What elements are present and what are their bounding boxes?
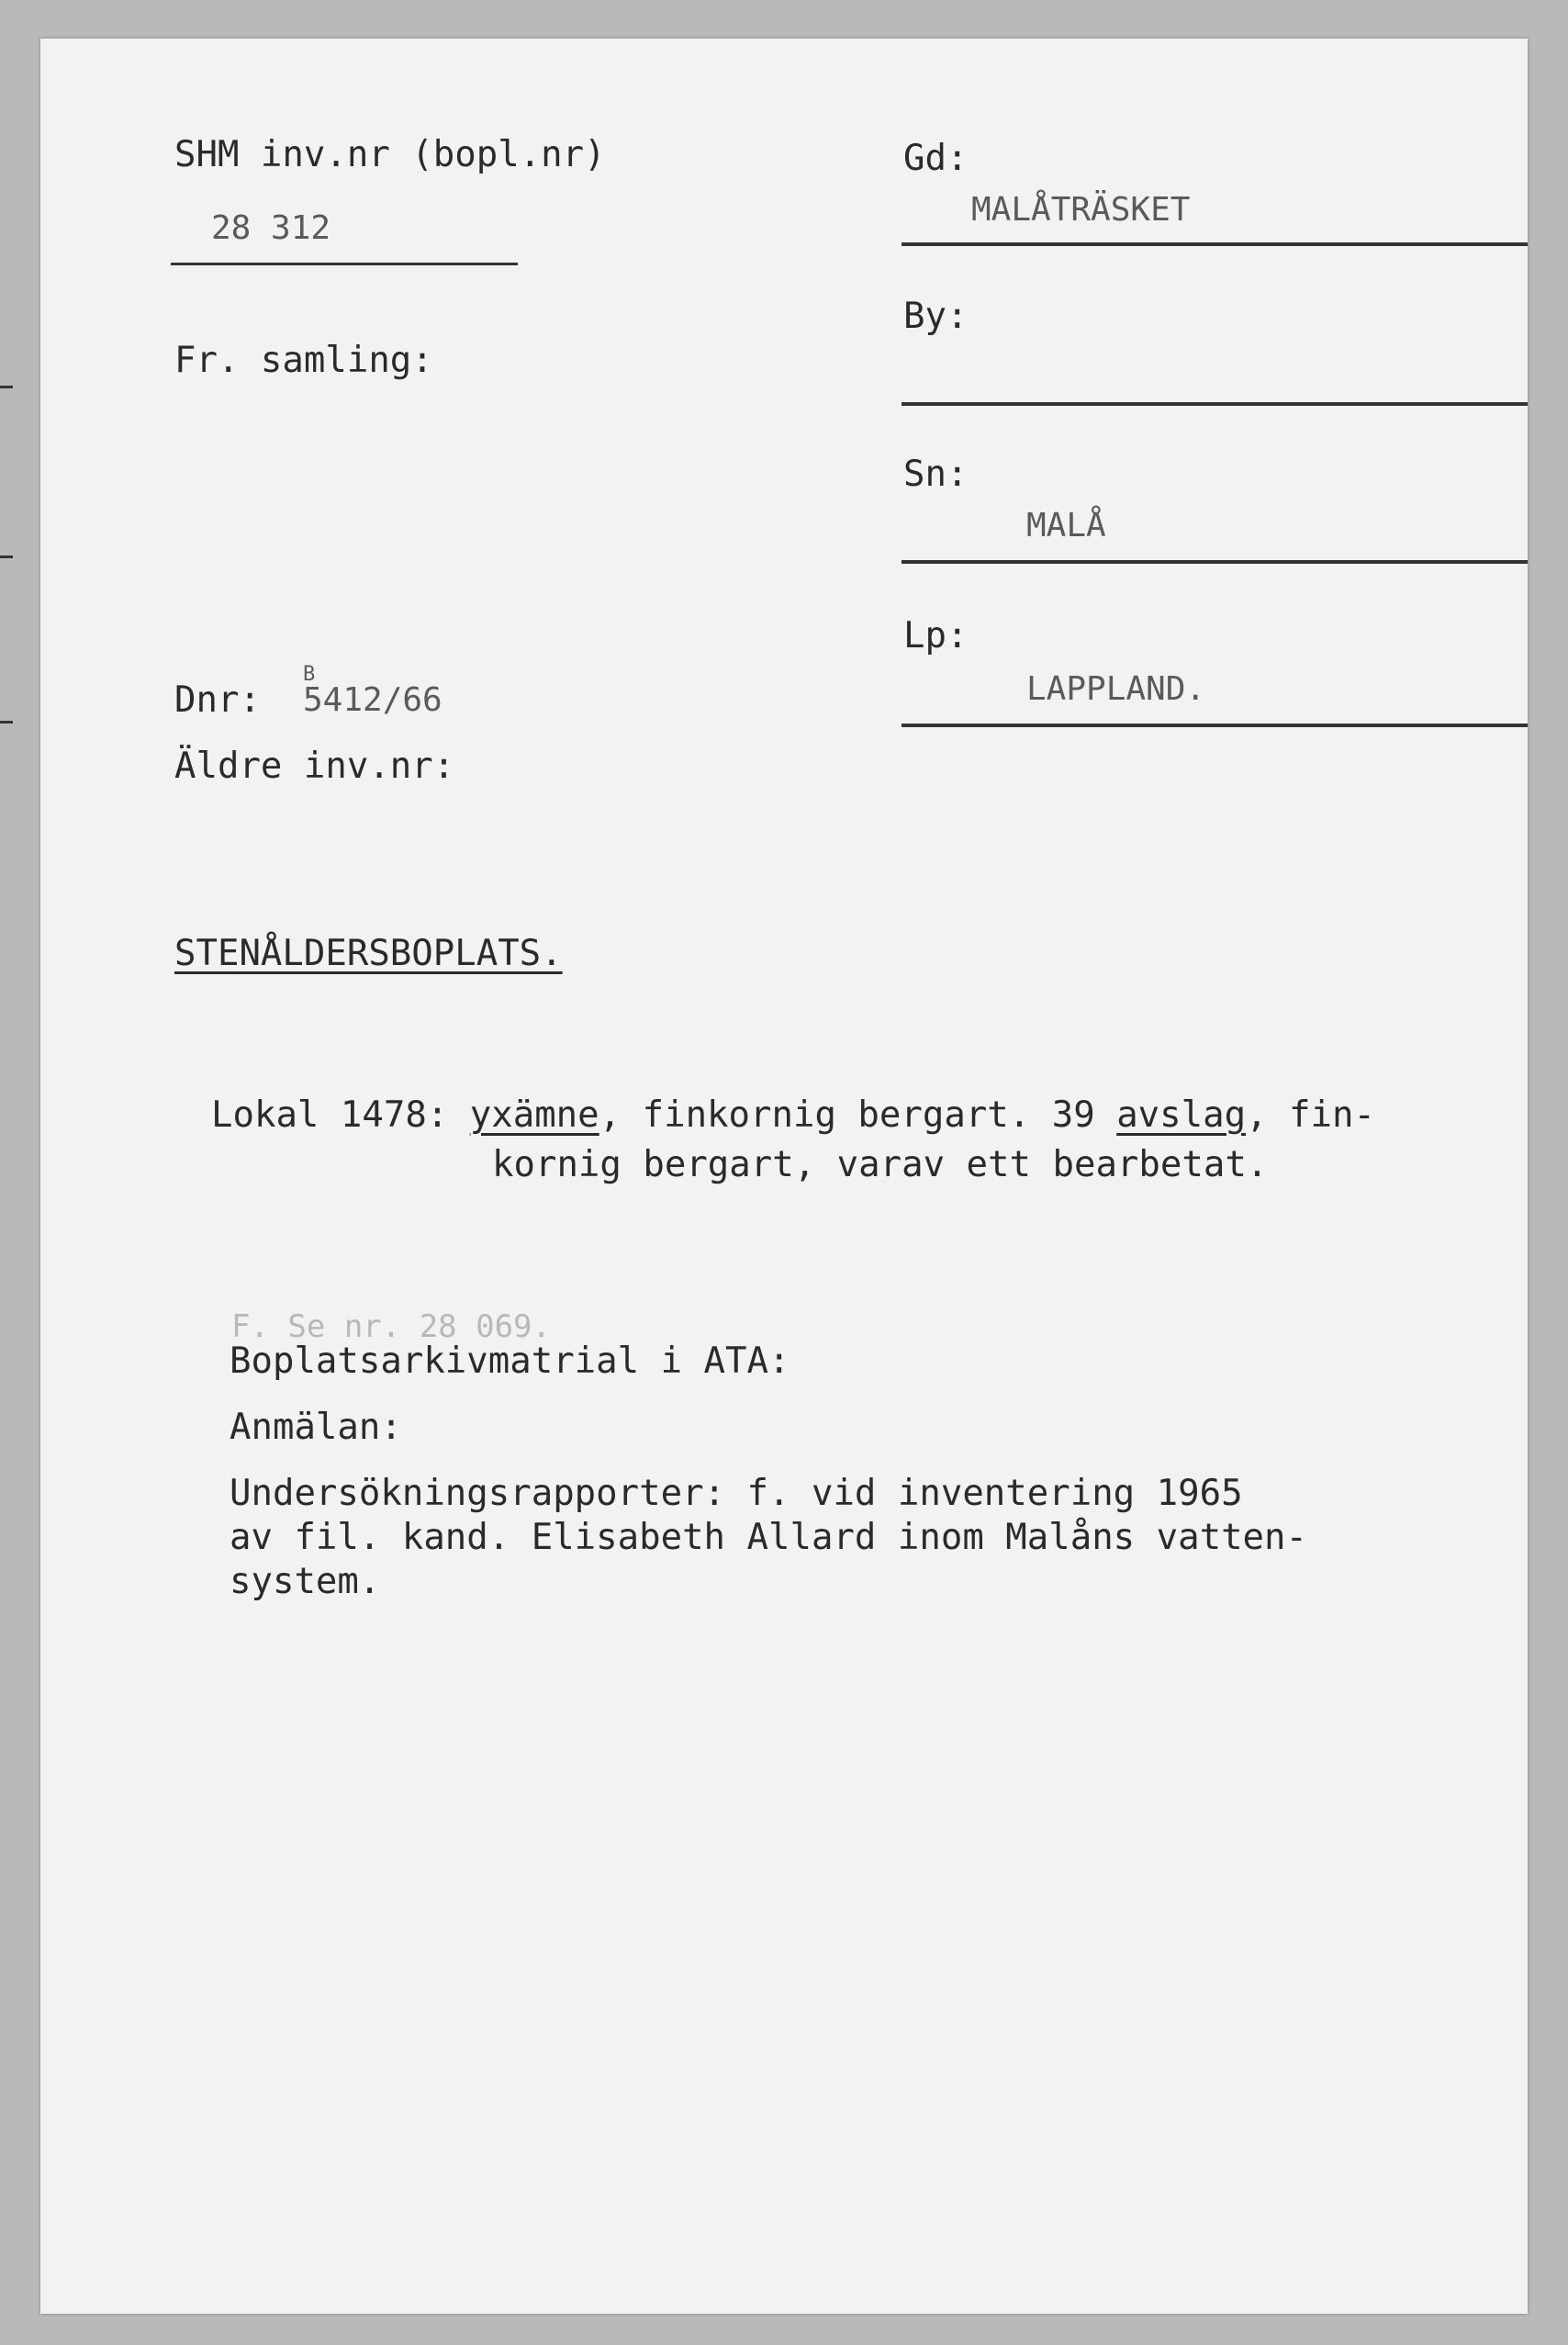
- margin-tick: [0, 555, 13, 558]
- lokal-prefix: Lokal 1478:: [211, 1094, 470, 1136]
- aldre-label: Äldre inv.nr:: [174, 746, 455, 787]
- dnr-value: 5412/66: [303, 681, 442, 719]
- margin-tick: [0, 721, 13, 724]
- inv-label: SHM inv.nr (bopl.nr): [174, 134, 606, 175]
- lokal-mid: , finkornig bergart. 39: [599, 1094, 1117, 1136]
- report-line-2: av fil. kand. Elisabeth Allard inom Malåns vatten-: [230, 1517, 1307, 1558]
- inv-underline: [171, 263, 518, 265]
- lokal-suffix: , fin-: [1246, 1094, 1375, 1136]
- anmalan-label: Anmälan:: [230, 1407, 402, 1448]
- heading-text: STENÅLDERSBOPLATS.: [174, 933, 563, 974]
- gd-rule: [902, 242, 1528, 246]
- samling-label: Fr. samling:: [174, 340, 433, 381]
- report-line-3: system.: [230, 1561, 381, 1602]
- lokal-word-avslag: avslag: [1116, 1094, 1247, 1136]
- dnr-superscript: B: [303, 663, 316, 686]
- lp-rule: [902, 724, 1528, 727]
- lokal-line-1: [211, 1094, 1375, 1137]
- sn-value: MALÅ: [1026, 507, 1106, 544]
- lokal-word-yxamne: yxämne: [469, 1094, 599, 1136]
- dnr-label: Dnr:: [174, 679, 261, 721]
- lp-label: Lp:: [903, 615, 969, 656]
- by-rule: [902, 402, 1528, 406]
- lp-value: LAPPLAND.: [1026, 670, 1206, 708]
- gd-label: Gd:: [903, 138, 969, 179]
- ghost-reference: F. Se nr. 28 069.: [231, 1308, 551, 1345]
- margin-tick: [0, 386, 13, 388]
- by-label: By:: [903, 296, 969, 337]
- site-heading: [174, 933, 563, 975]
- lokal-line-2: kornig bergart, varav ett bearbetat.: [492, 1144, 1269, 1185]
- catalog-card: [40, 39, 1528, 2314]
- sn-rule: [902, 560, 1528, 564]
- sn-label: Sn:: [903, 454, 969, 495]
- inv-value: 28 312: [211, 209, 331, 247]
- archive-title: Boplatsarkivmatrial i ATA:: [230, 1341, 790, 1382]
- gd-value: MALÅTRÄSKET: [971, 191, 1191, 229]
- report-line-1: Undersökningsrapporter: f. vid inventering 1965: [230, 1473, 1243, 1514]
